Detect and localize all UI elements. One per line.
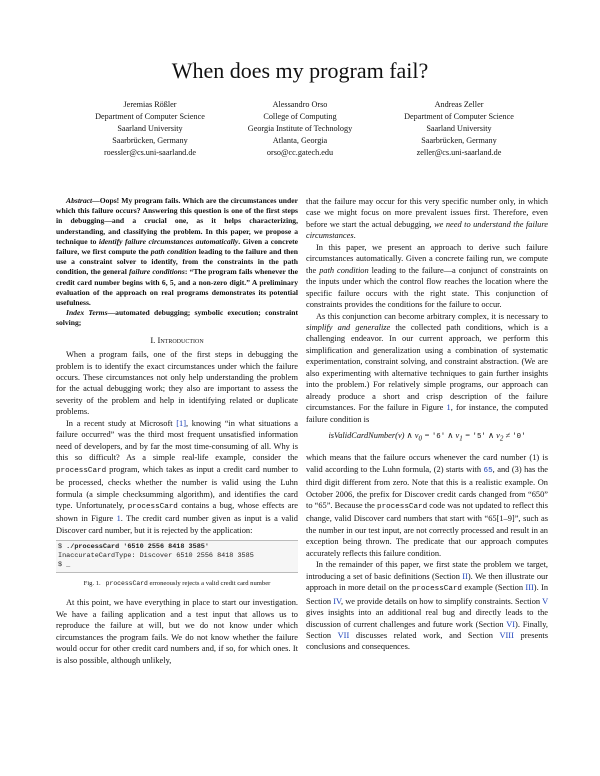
emphasis: we need to understand the failure circumstances xyxy=(306,219,548,241)
paragraph: At this point, we have everything in place to start our investigation. We have a failing application and a test input that allows us to reproduce the failure at will, but we do not know under which circumstances the program fails. We do not know whether the failure would occur for other credit card numbers and, if so, for which ones. It is also possible, although unlikely, xyxy=(56,598,298,665)
text: example (Section xyxy=(462,583,526,593)
inline-code: processCard xyxy=(377,503,428,511)
text: In a recent study at Microsoft xyxy=(66,418,177,428)
citation-link[interactable]: [1] xyxy=(176,418,187,428)
figure-link[interactable]: 1 xyxy=(116,514,121,524)
text: In this paper, we present an approach to derive such failure circumstances automatically. Given a concrete failing run, we compute the xyxy=(306,242,548,275)
paragraph xyxy=(306,452,548,559)
formula-part: = xyxy=(422,431,432,441)
paragraph xyxy=(306,559,548,653)
text: the collected path conditions, which is a challenging endeavor. In our current approach, we perform this simplification and generalization using a combination of systematic experimentation, constraint solving, and constraint abstraction. (We are also experimenting with alternative techniques to gain further insights into the problem.) For relatively simple programs, our approach can already produce a short and crisp description of the failure circumstances. For the failure in Figure xyxy=(306,322,548,413)
formula-literal: '6' xyxy=(431,433,446,442)
inline-code: processCard xyxy=(56,466,107,475)
left-column xyxy=(56,196,298,666)
paper-title: When does my program fail? xyxy=(171,58,429,83)
abstract-label: Abstract xyxy=(66,196,93,205)
author-email: roessler@cs.uni-saarland.de xyxy=(103,148,197,157)
paragraph xyxy=(306,242,548,311)
index-terms-text: —automated debugging; symbolic execution; constraint solving; xyxy=(56,308,299,328)
section-link[interactable]: II xyxy=(462,571,468,581)
formula-part: ∧ v xyxy=(445,431,460,441)
author-department: College of Computing xyxy=(263,112,337,121)
abstract-emphasis: identify failure circumstances automatically xyxy=(98,236,239,246)
text: In the remainder of this paper, we first state the problem we target, introducing a set of basic definitions (Section xyxy=(306,560,548,581)
text: . The credit card number given as input is a valid Discover card number, but it is rejected by the application: xyxy=(56,514,298,535)
formula-part: ≠ xyxy=(503,431,513,441)
inline-code: 65 xyxy=(483,466,493,475)
author-name: Jeremias Rößler xyxy=(123,100,177,109)
abstract-text: . Given a concrete failure, we first compute the xyxy=(56,236,299,257)
abstract-text: : “The program fails whenever the credit card number begins with 6, 5, and a non-zero digit.” A preliminary evaluation of the approach on real programs demonstrates its potential usefulness. xyxy=(56,267,298,308)
text: that the failure may occur for this very specific number only, in which case we might focus on more prevalent issues first. Therefore, even before we start the actual debugging, xyxy=(306,197,548,229)
text: , knowing “in what situations a failure occurred” was the third most frequent unsatisfied information need of developers, and by far the most time-consuming of all. Why is this so difficult? As a simple real-life example, consider the xyxy=(56,418,298,463)
author-university: Saarland University xyxy=(426,124,492,133)
author-block-2 xyxy=(210,99,390,159)
paragraph xyxy=(306,196,548,242)
section-link[interactable]: VIII xyxy=(499,630,514,640)
text: leading to the failure—a conjunct of constraints on the inputs under which the control flow reaches the location where the specific failure occurs with the right state. This conjunction of constraints provides the conditions for the failure to occur. xyxy=(306,265,548,310)
inline-code: processCard xyxy=(127,502,178,511)
section-heading-introduction: I. Introduction xyxy=(150,334,204,345)
author-block-3 xyxy=(369,99,549,159)
text: ). In Section xyxy=(306,583,549,606)
formula-part: ∧ v xyxy=(485,431,500,441)
author-university: Georgia Institute of Technology xyxy=(247,124,353,133)
abstract xyxy=(56,196,298,308)
abstract-text: —Oops! My program fails. Which are the circumstances under which this failure occurs? Answering this question is one of the first steps in debugging—and a crucial one, as it helps characterizing, understanding, and classifying the problem. In this paper, we propose a technique to xyxy=(56,196,298,246)
inline-code: processCard xyxy=(411,585,462,594)
text: code was not updated to reflect this change, valid Discover card numbers that start with “65[1–9]”, such as the number in our test input, are not correctly processed and result in an exception being thrown. The predicate that our approach computes accurately reflects this failure condition. xyxy=(306,501,548,558)
abstract-emphasis: failure conditions xyxy=(129,267,185,277)
text: , we provide details on how to simplify constraints. Section xyxy=(341,596,543,606)
text: program, which takes as input a credit card number to be processed, checks whether the number is valid using the Luhn formula (a simple checksumming algorithm), and identifies the card type. Unfortunately, xyxy=(56,464,298,510)
author-city: Saarbrücken, Germany xyxy=(421,136,497,145)
right-column xyxy=(306,196,548,653)
author-email: zeller@cs.uni-saarland.de xyxy=(416,148,502,157)
author-city: Saarbrücken, Germany xyxy=(112,136,188,145)
text: which means that the failure occurs whenever the card number (1) is valid according to the Luhn formula, (2) starts with xyxy=(306,453,548,474)
text: . xyxy=(353,231,356,241)
author-department: Department of Computer Science xyxy=(404,112,514,121)
paragraph: When a program fails, one of the first steps in debugging the problem is to identify the exact circumstances under which the failure occurs. These circumstances not only help understanding the problem for the actual debugging work; they also are important to assess the severity of the problem and help in identifying related or duplicate problems. xyxy=(56,350,298,417)
author-department: Department of Computer Science xyxy=(95,112,205,121)
terminal-figure xyxy=(56,540,298,573)
figure-label: Fig. 1. xyxy=(83,580,101,588)
text: discusses related work, and Section xyxy=(349,630,500,640)
figure-caption-text: erroneously rejects a valid credit card number xyxy=(147,580,271,588)
abstract-text: leading to the failure and then use a constraint solver to identify, from the constraints in the path condition, the general xyxy=(56,247,299,277)
formula-part: isValidCardNumber(v) ∧ v xyxy=(328,431,419,441)
figure-caption-code: processCard xyxy=(105,580,148,588)
terminal-output: InaccurateCardType: Discover 6510 2556 8418 3585 xyxy=(58,552,254,561)
text: As this conjunction can become arbitrary complex, it is necessary to xyxy=(316,311,548,321)
text: , and (3) has the third digit different from zero. Note that this is a realistic example. On October 2006, the prefix for Discover credit cards changed from “650” to “65”. Because the xyxy=(306,464,548,510)
author-name: Alessandro Orso xyxy=(272,100,328,109)
section-link[interactable]: V xyxy=(542,596,548,606)
index-terms-label: Index Terms xyxy=(66,308,108,318)
text: gives insights into an additional real bug and directly leads to the discussion of current challenges and future work (Section xyxy=(306,608,548,629)
author-university: Saarland University xyxy=(117,124,183,133)
section-link[interactable]: VII xyxy=(337,630,350,640)
abstract-emphasis: path condition xyxy=(150,247,197,257)
figure-caption xyxy=(56,579,298,588)
author-name: Andreas Zeller xyxy=(434,100,484,109)
author-city: Atlanta, Georgia xyxy=(272,136,328,145)
failure-condition-formula: isValidCardNumber(v) ∧ $v_0$ = '6' ∧ $v_1$ = '5' ∧ $v_2$ ≠ '0' xyxy=(328,431,526,443)
section-link[interactable]: IV xyxy=(333,596,342,606)
section-link[interactable]: III xyxy=(525,583,534,593)
terminal-command: ./processCard '6510 2556 8418 3585' xyxy=(66,543,209,552)
text: ). We then illustrate our approach in more detail on the xyxy=(306,571,548,593)
text: contains a bug, whose effects are shown in Figure xyxy=(56,500,298,524)
author-email: orso@cc.gatech.edu xyxy=(266,148,334,157)
figure-link[interactable]: 1 xyxy=(446,403,451,413)
paragraph xyxy=(56,418,298,537)
paragraph xyxy=(306,311,548,426)
text: ). Finally, Section xyxy=(306,619,548,640)
emphasis: simplify and generalize xyxy=(306,322,391,332)
formula-part: = xyxy=(462,431,473,441)
terminal-prompt-cursor: $ _ xyxy=(58,561,71,570)
index-terms xyxy=(56,308,298,328)
text: presents conclusions and consequences. xyxy=(306,630,548,652)
terminal-prompt: $ xyxy=(58,543,67,552)
text: , for instance, the computed failure condition is xyxy=(306,403,548,424)
section-link[interactable]: VI xyxy=(506,619,516,629)
emphasis: path condition xyxy=(319,265,369,275)
formula-literal: '5' xyxy=(472,433,486,442)
formula-literal: '0' xyxy=(512,433,526,442)
